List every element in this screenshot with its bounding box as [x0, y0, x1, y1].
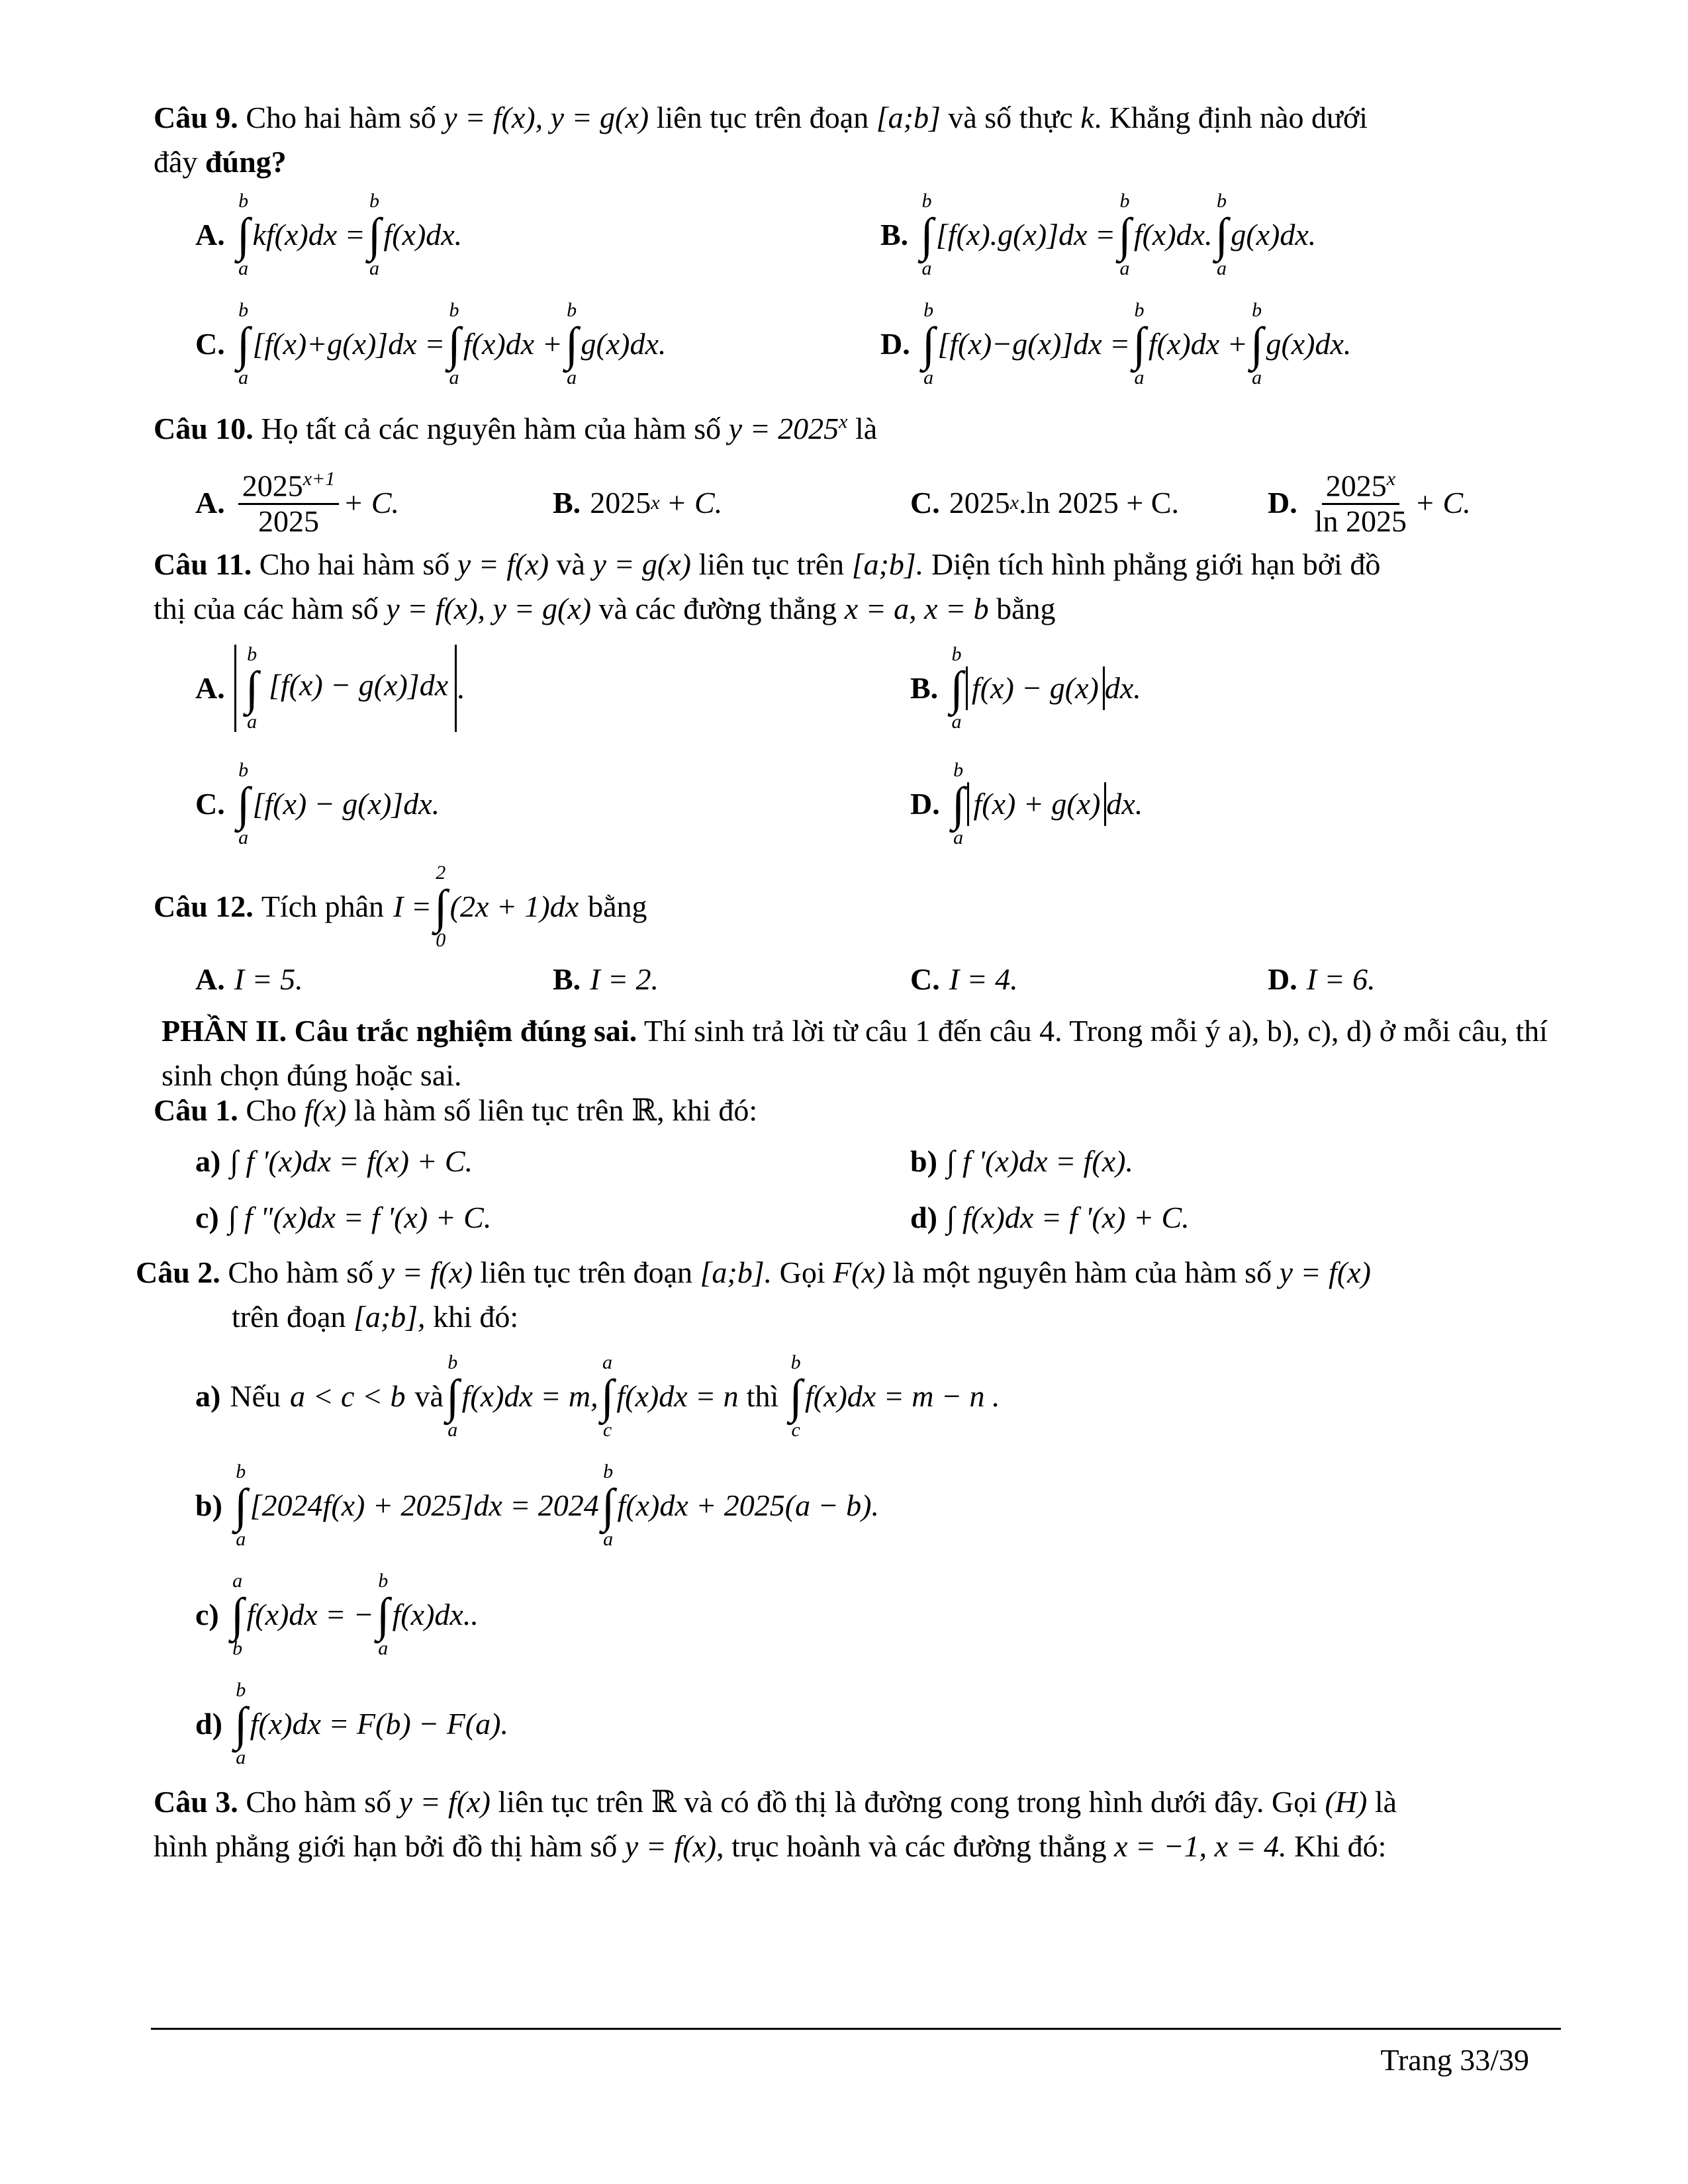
question-11-text: và các đường thẳng: [598, 591, 837, 625]
question-text: , khi đó:: [657, 1093, 758, 1127]
question-text: Cho: [246, 1093, 297, 1127]
absolute-value: [234, 645, 457, 732]
item-d[interactable]: [910, 1191, 1190, 1244]
function-f: y = f(x): [624, 1829, 717, 1863]
integral: a ∫ b: [230, 1570, 244, 1659]
upper-limit: b: [790, 1351, 801, 1373]
part-2-question-2: [136, 1251, 1566, 1339]
option-expression: f(x)dx +: [1148, 326, 1248, 361]
part-2-question-1-items-row-2: [195, 1191, 1559, 1244]
option-expression: + C.: [343, 485, 400, 520]
upper-limit: b: [378, 1570, 389, 1592]
real-numbers-symbol: ℝ: [651, 1785, 677, 1819]
superscript: x: [651, 492, 660, 514]
item-expression: f(x)dx = m − n .: [804, 1379, 1000, 1413]
item-text: Nếu: [230, 1379, 281, 1413]
item-expression: ∫ f "(x)dx = f '(x) + C.: [228, 1200, 492, 1234]
item-label: b): [195, 1488, 222, 1522]
option-c[interactable]: [910, 453, 1179, 553]
function-f: y = f(x): [1279, 1255, 1371, 1289]
upper-limit: b: [238, 299, 249, 321]
question-text: là: [1374, 1785, 1397, 1819]
option-d[interactable]: [1268, 453, 1471, 553]
question-9-options-row-1: [195, 189, 1559, 281]
item-a[interactable]: [195, 1135, 473, 1188]
question-12-text: Tích phân: [261, 889, 385, 923]
integral: b ∫ a: [601, 1461, 615, 1550]
question-text: Cho hàm số: [228, 1255, 374, 1289]
part-2-question-2-item-b[interactable]: [195, 1459, 1559, 1552]
question-text: Khi đó:: [1294, 1829, 1387, 1863]
lower-limit: a: [247, 711, 258, 733]
lower-limit: a: [238, 827, 249, 848]
question-11-text: Cho hai hàm số: [259, 547, 450, 581]
question-11-options-row-1: [195, 642, 1559, 735]
line-x-a: x = a,: [844, 591, 917, 625]
function-g: y = g(x): [592, 547, 691, 581]
item-label: a): [195, 1144, 221, 1178]
option-a[interactable]: [195, 956, 303, 1003]
lower-limit: a: [236, 1747, 246, 1768]
question-11-options-row-2: [195, 758, 1559, 850]
function-f: y = f(x),: [386, 591, 486, 625]
page-number: Trang 33/39: [1380, 2043, 1529, 2077]
question-text: khi đó:: [433, 1299, 519, 1334]
option-b[interactable]: [553, 956, 659, 1003]
part-2-heading: PHẦN II. Câu trắc nghiệm đúng sai.: [162, 1014, 637, 1048]
item-c[interactable]: [195, 1191, 491, 1244]
item-text: và: [414, 1379, 444, 1413]
option-label: B.: [880, 217, 909, 251]
fraction: [1311, 468, 1411, 539]
option-expression: .ln 2025 + C.: [1019, 485, 1179, 520]
line-x-b: x = b: [924, 591, 989, 625]
item-label: b): [910, 1144, 937, 1178]
integral: a ∫ c: [600, 1351, 614, 1441]
item-label: d): [195, 1706, 222, 1741]
part-2-question-1: [154, 1089, 1564, 1133]
option-expression: + C.: [1415, 485, 1471, 520]
option-label: C.: [910, 962, 940, 996]
item-expression: [2024f(x) + 2025]dx = 2024: [250, 1488, 599, 1522]
option-label: D.: [880, 326, 910, 361]
question-11-title: Câu 11.: [154, 547, 252, 581]
question-9-emphasis: đúng?: [205, 144, 287, 179]
lower-limit: a: [1216, 257, 1227, 279]
item-expression: ∫ f '(x)dx = f(x) + C.: [230, 1144, 473, 1178]
function-f: y = f(x): [457, 547, 549, 581]
option-expression: 2025: [949, 485, 1010, 520]
option-c[interactable]: [195, 298, 666, 390]
lower-limit: a: [603, 1528, 614, 1550]
question-11-text: thị của các hàm số: [154, 591, 379, 625]
question-11: [154, 543, 1564, 631]
option-expression: f(x) + g(x): [967, 782, 1106, 827]
lower-limit: a: [1134, 367, 1145, 388]
integral: b ∫ a: [1215, 190, 1229, 279]
function-expression: y = 2025: [728, 412, 839, 445]
question-10-title: Câu 10.: [154, 412, 254, 445]
integrand: (2x + 1)dx: [449, 889, 579, 923]
option-expression: I = 4.: [949, 962, 1018, 996]
question-11-text: bằng: [996, 591, 1056, 625]
integral: b ∫ a: [236, 190, 250, 279]
upper-limit: b: [1134, 299, 1145, 321]
item-label: d): [910, 1200, 937, 1234]
option-expression: g(x)dx.: [581, 326, 667, 361]
question-11-text: liên tục trên: [698, 547, 845, 581]
option-a[interactable]: [195, 642, 465, 735]
question-10-options: [195, 453, 1559, 553]
upper-limit: b: [247, 643, 258, 665]
upper-limit: b: [236, 1461, 246, 1482]
item-text: thì: [746, 1379, 779, 1413]
real-numbers-symbol: ℝ: [631, 1093, 657, 1127]
item-expression: f(x)dx = n: [616, 1379, 739, 1413]
integral: b ∫ a: [950, 643, 963, 733]
part-2-question-2-item-a[interactable]: [195, 1350, 1559, 1443]
item-expression: ∫ f '(x)dx = f(x).: [946, 1144, 1133, 1178]
option-label: B.: [553, 485, 581, 520]
option-label: C.: [195, 326, 225, 361]
lower-limit: a: [238, 257, 249, 279]
option-b[interactable]: [880, 189, 1316, 281]
question-text: liên tục trên đoạn: [480, 1255, 692, 1289]
question-text: , trục hoành và các đường thẳng: [716, 1829, 1107, 1863]
question-text: hình phẳng giới hạn bởi đồ thị hàm số: [154, 1829, 618, 1863]
function-f: f(x): [304, 1093, 347, 1127]
item-c[interactable]: [195, 1569, 479, 1661]
lower-limit: a: [1252, 367, 1262, 388]
lower-limit: a: [369, 257, 380, 279]
item-d[interactable]: [195, 1678, 508, 1770]
integral: b ∫ a: [920, 190, 933, 279]
upper-limit: b: [923, 299, 934, 321]
upper-limit: b: [1119, 190, 1130, 212]
part-2-intro: [162, 1009, 1558, 1097]
question-10: [154, 407, 1564, 451]
item-expression: ∫ f(x)dx = f '(x) + C.: [946, 1200, 1190, 1234]
upper-limit: b: [369, 190, 380, 212]
question-9-text: đây: [154, 144, 198, 179]
option-expression: g(x)dx.: [1266, 326, 1352, 361]
item-expression: f(x)dx + 2025(a − b).: [617, 1488, 879, 1522]
item-expression: f(x)dx = F(b) − F(a).: [250, 1706, 508, 1741]
lower-limit: a: [449, 367, 459, 388]
lower-limit: a: [1119, 257, 1130, 279]
option-expression: f(x)dx.: [1133, 217, 1213, 251]
upper-limit: b: [1252, 299, 1262, 321]
integral: b ∫ a: [1133, 299, 1146, 388]
option-a[interactable]: [195, 453, 399, 553]
numerator: 2025: [1325, 469, 1387, 503]
fraction: [238, 468, 340, 539]
option-b[interactable]: [910, 642, 1141, 735]
lower-limit: c: [602, 1419, 612, 1441]
question-text: là hàm số liên tục trên: [353, 1093, 624, 1127]
question-title: Câu 3.: [154, 1785, 238, 1819]
integral: b ∫ a: [234, 1461, 248, 1550]
option-b[interactable]: [553, 453, 722, 553]
interval: [a;b].: [700, 1255, 773, 1289]
option-label: A.: [195, 485, 225, 520]
interval: [a;b].: [851, 547, 924, 581]
question-text: Cho hàm số: [246, 1785, 392, 1819]
denominator: 2025: [258, 504, 320, 538]
option-label: C.: [195, 786, 225, 821]
item-expression: f(x)dx = m,: [461, 1379, 598, 1413]
integral: b ∫ a: [376, 1570, 390, 1659]
upper-limit: a: [232, 1570, 243, 1592]
option-expression: [f(x) − g(x)]dx: [268, 668, 449, 702]
numerator: 2025: [242, 469, 303, 503]
option-label: B.: [553, 962, 581, 996]
interval: [a;b],: [353, 1299, 426, 1334]
option-expression: kf(x)dx =: [252, 217, 365, 251]
interval: [a;b]: [876, 101, 941, 134]
superscript: x: [1009, 492, 1019, 514]
question-9-text: Cho hai hàm số: [246, 101, 436, 134]
question-9-options-row-2: [195, 298, 1559, 390]
integral: b ∫ c: [789, 1351, 802, 1441]
function-f: y = f(x): [399, 1785, 491, 1819]
integral: b ∫ a: [565, 299, 579, 388]
question-text: liên tục trên: [498, 1785, 644, 1819]
option-label: B.: [910, 670, 939, 705]
integral: b ∫ a: [236, 299, 250, 388]
option-label: A.: [195, 962, 225, 996]
option-expression: [f(x)+g(x)]dx =: [252, 326, 445, 361]
lower-limit: a: [378, 1637, 389, 1659]
upper-limit: b: [236, 1679, 246, 1701]
option-expression: [f(x).g(x)]dx =: [935, 217, 1116, 251]
lower-limit: b: [232, 1637, 243, 1659]
option-label: D.: [910, 786, 940, 821]
upper-limit: b: [447, 1351, 458, 1373]
option-label: C.: [910, 485, 940, 520]
question-12-title: Câu 12.: [154, 889, 254, 923]
option-expression: f(x)dx.: [383, 217, 463, 251]
option-label: A.: [195, 217, 225, 251]
option-expression: I = 6.: [1306, 962, 1376, 996]
lower-limit: a: [236, 1528, 246, 1550]
option-d[interactable]: [880, 298, 1351, 390]
condition: a < c < b: [289, 1379, 406, 1413]
integral: b ∫ a: [921, 299, 935, 388]
upper-limit: b: [951, 643, 962, 665]
option-expression: f(x) − g(x): [966, 666, 1105, 711]
option-d[interactable]: [1268, 956, 1376, 1003]
option-label: D.: [1268, 485, 1297, 520]
function-g: y = g(x): [492, 591, 592, 625]
question-text: và có đồ thị là đường cong trong hình dưới đây. Gọi: [684, 1785, 1317, 1819]
upper-limit: b: [567, 299, 577, 321]
question-title: Câu 1.: [154, 1093, 238, 1127]
lower-limit: a: [951, 711, 962, 733]
option-expression: I = 5.: [234, 962, 303, 996]
lower-limit: a: [447, 1419, 458, 1441]
item-b[interactable]: [195, 1459, 879, 1552]
integral: b ∫ a: [1118, 190, 1131, 279]
part-2-question-1-items-row-1: [195, 1135, 1559, 1188]
option-expression: g(x)dx.: [1231, 217, 1317, 251]
integral: b ∫ a: [234, 1679, 248, 1768]
question-9: [154, 96, 1564, 184]
part-2-question-2-item-d[interactable]: [195, 1678, 1559, 1770]
lower-limit: 0: [436, 929, 446, 951]
item-a[interactable]: [195, 1350, 1000, 1443]
footer-divider: [151, 2028, 1561, 2030]
part-2-question-2-item-c[interactable]: [195, 1569, 1559, 1661]
lower-limit: a: [567, 367, 577, 388]
integral: b ∫ a: [445, 1351, 459, 1441]
upper-limit: b: [921, 190, 932, 212]
question-9-text: và số thực: [948, 101, 1073, 134]
option-expression: I = 2.: [590, 962, 659, 996]
option-a[interactable]: [195, 189, 462, 281]
option-expression: 2025: [590, 485, 651, 520]
upper-limit: a: [602, 1351, 612, 1373]
item-label: a): [195, 1379, 221, 1413]
question-9-title: Câu 9.: [154, 101, 238, 134]
function-f: y = f(x): [381, 1255, 473, 1289]
question-11-text: và: [556, 547, 585, 581]
part-2-text: Thí sinh trả lời từ câu 1 đến câu 4. Trong mỗi ý a), b), c), d) ở mỗi câu, thí sinh chọn đúng hoặc sai.: [162, 1014, 1548, 1092]
option-c[interactable]: [195, 758, 440, 850]
option-expression: [f(x) − g(x)]dx.: [252, 786, 440, 821]
item-b[interactable]: [910, 1135, 1133, 1188]
upper-limit: b: [238, 190, 249, 212]
question-12-options: [195, 956, 1559, 1003]
question-11-text: Diện tích hình phẳng giới hạn bởi đồ: [931, 547, 1381, 581]
upper-limit: b: [1216, 190, 1227, 212]
function-g: y = g(x): [550, 101, 649, 134]
integral: b ∫ a: [367, 190, 381, 279]
question-text: là một nguyên hàm của hàm số: [892, 1255, 1272, 1289]
integral: b ∫ a: [236, 759, 250, 848]
upper-limit: 2: [436, 862, 446, 884]
option-expression: + C.: [666, 485, 723, 520]
question-text: Gọi: [779, 1255, 825, 1289]
option-expression: f(x)dx +: [463, 326, 563, 361]
region-H: (H): [1325, 1785, 1368, 1819]
question-12-text: bằng: [588, 889, 647, 923]
upper-limit: b: [449, 299, 459, 321]
item-expression: f(x)dx..: [392, 1597, 479, 1631]
lower-limit: a: [923, 367, 934, 388]
option-expression: [f(x)−g(x)]dx =: [937, 326, 1131, 361]
integral: b ∫ a: [1250, 299, 1264, 388]
question-text: trên đoạn: [232, 1299, 346, 1334]
superscript: x: [1386, 467, 1396, 490]
boundary-lines: x = −1, x = 4.: [1114, 1829, 1287, 1863]
lower-limit: c: [791, 1419, 800, 1441]
option-expression: dx.: [1106, 786, 1143, 821]
lower-limit: a: [953, 827, 964, 848]
integral: b ∫ a: [951, 759, 965, 848]
integral-variable: I =: [393, 889, 432, 923]
question-9-text: liên tục trên đoạn: [656, 101, 869, 134]
lower-limit: a: [921, 257, 932, 279]
function-f: y = f(x),: [444, 101, 543, 134]
option-c[interactable]: [910, 956, 1018, 1003]
question-10-text: là: [855, 412, 878, 445]
question-title: Câu 2.: [136, 1255, 220, 1289]
option-expression: dx.: [1104, 670, 1141, 705]
constant-k: k: [1080, 101, 1094, 134]
item-expression: f(x)dx = −: [246, 1597, 374, 1631]
integral: b ∫ a: [245, 643, 259, 733]
upper-limit: b: [238, 759, 249, 781]
lower-limit: a: [238, 367, 249, 388]
upper-limit: b: [953, 759, 964, 781]
option-d[interactable]: [910, 758, 1143, 850]
antiderivative-F: F(x): [833, 1255, 886, 1289]
question-9-text: . Khẳng định nào dưới: [1094, 101, 1368, 134]
part-2-question-3: [154, 1780, 1564, 1868]
option-label: A.: [195, 670, 225, 705]
option-label: D.: [1268, 962, 1297, 996]
superscript: x+1: [303, 467, 336, 490]
question-10-text: Họ tất cả các nguyên hàm của hàm số: [261, 412, 722, 445]
option-expression: .: [457, 670, 465, 705]
integral: b ∫ a: [447, 299, 461, 388]
denominator: ln 2025: [1314, 504, 1407, 538]
question-12: [154, 860, 1564, 953]
upper-limit: b: [603, 1461, 614, 1482]
integral: 2 ∫ 0: [434, 862, 447, 951]
item-label: c): [195, 1200, 219, 1234]
superscript: x: [839, 410, 848, 433]
item-label: c): [195, 1597, 219, 1631]
